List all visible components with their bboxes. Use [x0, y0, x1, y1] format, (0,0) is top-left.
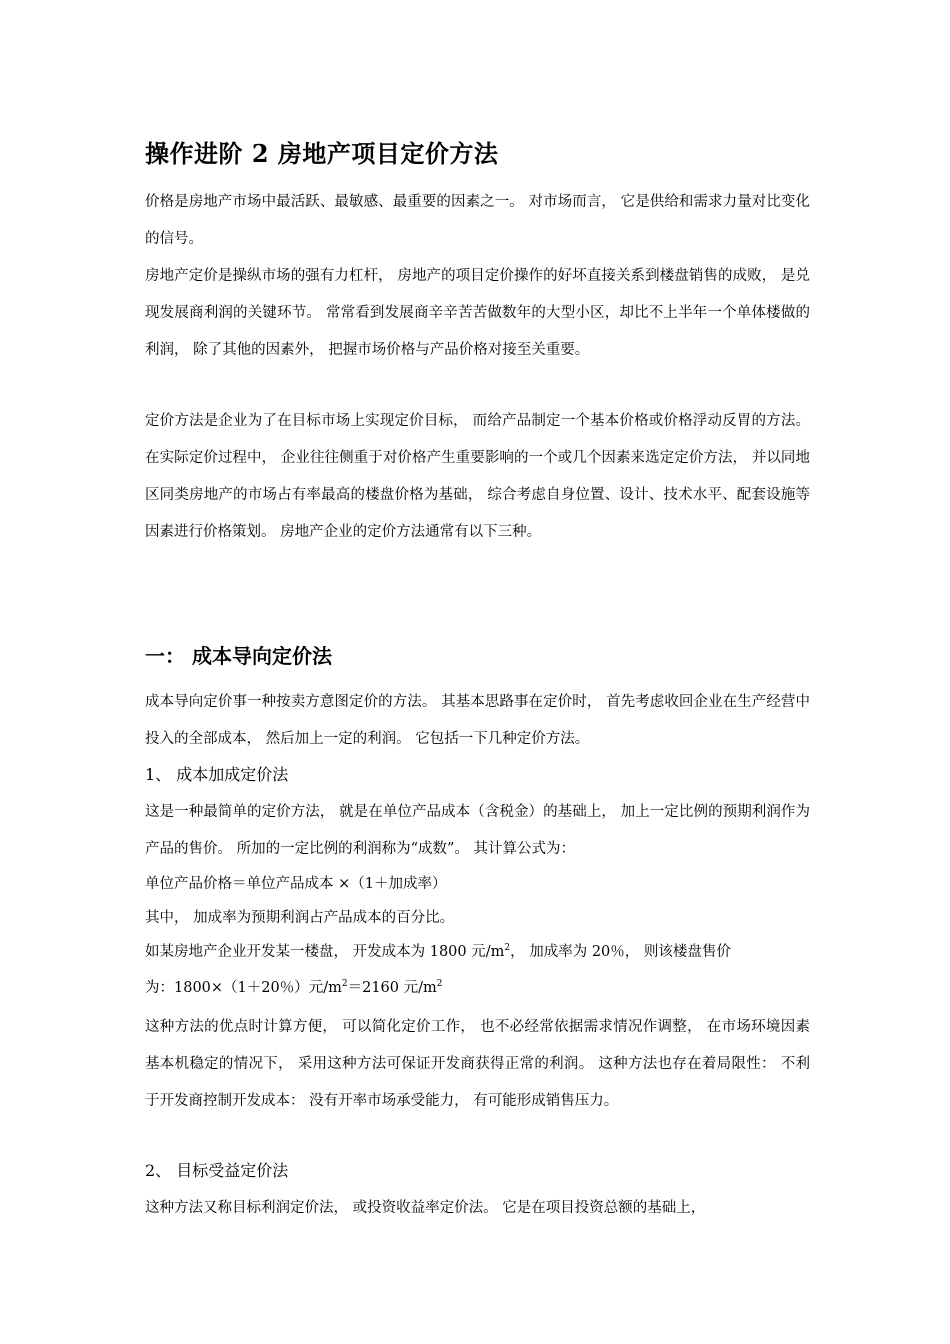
- superscript-2: 2: [504, 943, 511, 954]
- section-intro-paragraph: 成本导向定价事一种按卖方意图定价的方法。 其基本思路事在定价时， 首先考虑收回企业在生产经营中投入的全部成本， 然后加上一定的利润。 它包括一下几种定价方法。: [145, 694, 810, 747]
- markup-paragraph-3: 这种方法的优点时计算方便， 可以简化定价工作， 也不必经常依据需求情况作调整， 在市场环境因素基本机稳定的情况下， 采用这种方法可保证开发商获得正常的利润。 这种方法也存在着局限性： 不利于开发商控制开发成本： 没有开率市场承受能力， 有可能形成销售压力。: [145, 1019, 810, 1109]
- intro-paragraph-1: 价格是房地产市场中最活跃、最敏感、最重要的因素之一。 对市场而言， 它是供给和需求力量对比变化的信号。: [145, 194, 810, 247]
- example-line-1: [145, 940, 810, 961]
- example-text-a: 如某房地产企业开发某一楼盘， 开发成本为 1800 元/m: [145, 944, 505, 960]
- section-heading-cost: 一： 成本导向定价法: [145, 644, 332, 668]
- subsection-heading-target-profit: 2、 目标受益定价法: [145, 1161, 289, 1180]
- superscript-2: 2: [341, 979, 348, 990]
- markup-paragraph-2: 其中， 加成率为预期利润占产品成本的百分比。: [145, 910, 455, 926]
- example-text-c: 为：1800×（1＋20％）元/m: [145, 980, 342, 996]
- intro-paragraph-2: 房地产定价是操纵市场的强有力杠杆， 房地产的项目定价操作的好坏直接关系到楼盘销售的成败， 是兑现发展商利润的关键环节。 常常看到发展商辛辛苦苦做数年的大型小区，却比不上半年一个单体楼做的利润， 除了其他的因素外， 把握市场价格与产品价格对接至关重要。: [145, 268, 810, 358]
- subsection-heading-markup: 1、 成本加成定价法: [145, 765, 289, 784]
- formula-line: 单位产品价格＝单位产品成本 ×（1＋加成率）: [145, 876, 447, 892]
- intro-paragraph-3: 定价方法是企业为了在目标市场上实现定价目标， 而给产品制定一个基本价格或价格浮动反胃的方法。 在实际定价过程中， 企业往往侧重于对价格产生重要影响的一个或几个因素来选定定价方法， 并以同地区同类房地产的市场占有率最高的楼盘价格为基础， 综合考虑自身位置、设计、技术水平、配套设施等因素进行价格策划。 房地产企业的定价方法通常有以下三种。: [145, 413, 810, 540]
- example-text-b: ， 加成率为 20％， 则该楼盘售价: [510, 944, 731, 960]
- target-profit-paragraph-1: 这种方法又称目标利润定价法， 或投资收益率定价法。 它是在项目投资总额的基础上，: [145, 1200, 706, 1216]
- example-text-d: ＝2160 元/m: [347, 980, 437, 996]
- example-line-2: [145, 976, 443, 997]
- page-title: 操作进阶 2 房地产项目定价方法: [145, 139, 499, 168]
- markup-paragraph-1: 这是一种最简单的定价方法， 就是在单位产品成本（含税金）的基础上， 加上一定比例的预期利润作为产品的售价。 所加的一定比例的利润称为“成数”。 其计算公式为：: [145, 804, 810, 857]
- superscript-2: 2: [436, 979, 443, 990]
